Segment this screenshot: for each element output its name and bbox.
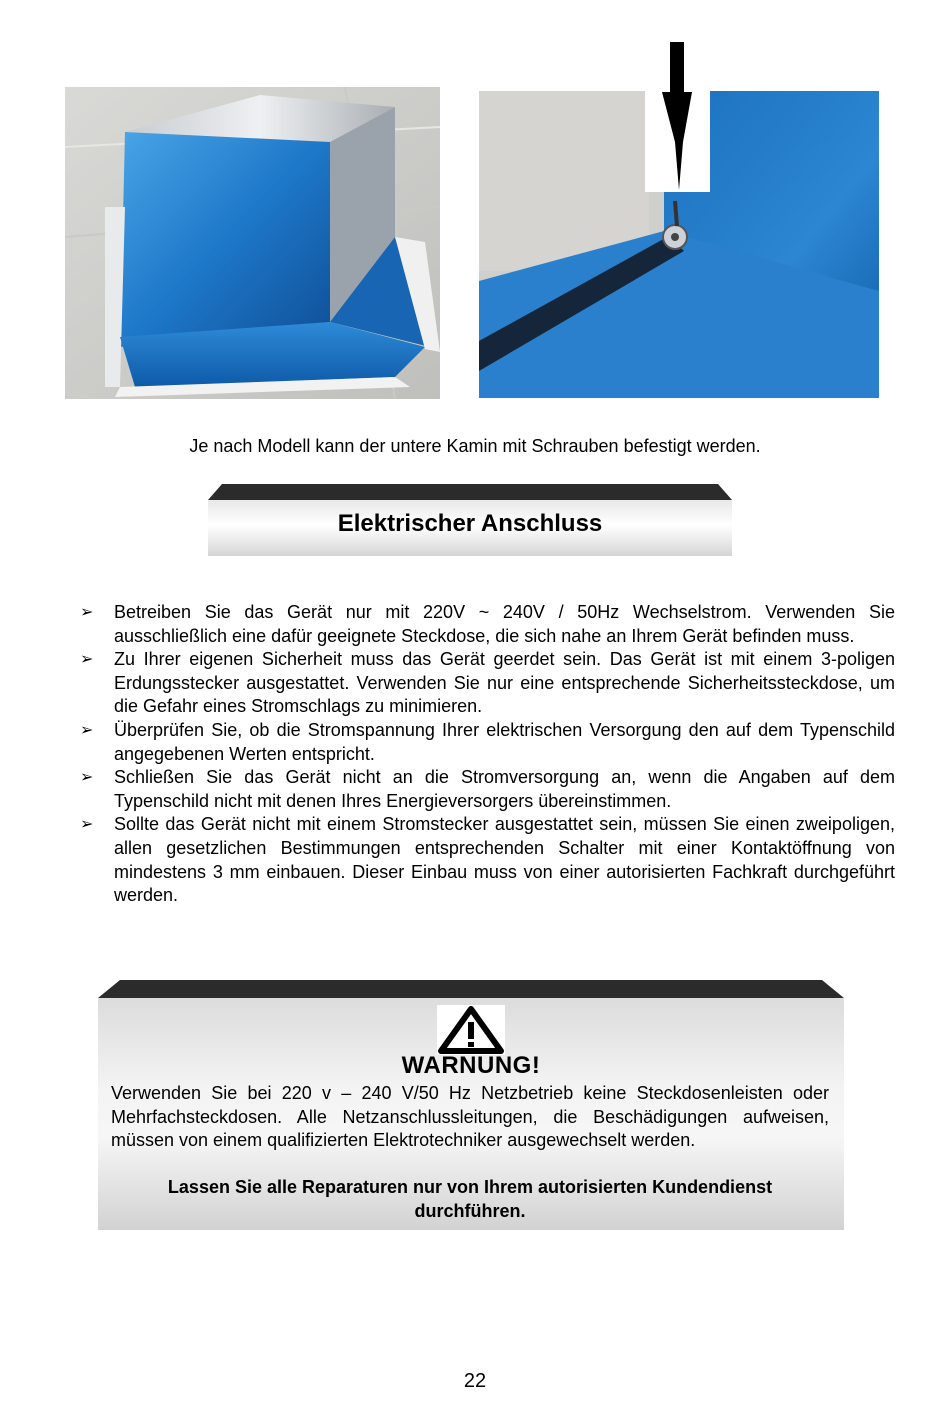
page-number: 22 <box>463 1370 487 1392</box>
hood-photo <box>65 87 440 399</box>
safety-bullet-list <box>80 601 895 908</box>
bullet-arrow-icon: ➢ <box>80 721 94 739</box>
warning-body: Verwenden Sie bei 220 v – 240 V/50 Hz Netzbetrieb keine Steckdosenleisten oder Mehrfachsteckdosen. Alle Netzanschlussleitungen, die Beschädigungen aufweisen, müssen von einem qualifizierten Elektrotechniker ausgewechselt werden. <box>111 1083 829 1151</box>
warning-box <box>98 980 844 1230</box>
warning-triangle-icon <box>437 1005 505 1055</box>
banner-roof <box>208 484 732 500</box>
bullet-arrow-icon: ➢ <box>80 769 94 787</box>
warning-roof <box>98 980 844 998</box>
list-item <box>80 719 895 766</box>
bullet-arrow-icon: ➢ <box>80 816 94 834</box>
bullet-text: Überprüfen Sie, ob die Stromspannung Ihrer elektrischen Versorgung den auf dem Typenschild angegebenen Werten entspricht. <box>114 719 895 764</box>
bullet-text: Schließen Sie das Gerät nicht an die Stromversorgung an, wenn die Angaben auf dem Typenschild nicht mit denen Ihres Energieversorgers übereinstimmen. <box>114 767 895 811</box>
list-item <box>80 648 895 719</box>
list-item <box>80 813 895 907</box>
list-item <box>80 766 895 813</box>
bullet-text: Sollte das Gerät nicht mit einem Stromstecker ausgestattet sein, müssen Sie einen zweipoligen, allen gesetzlichen Bestimmungen entsprechenden Schalter mit einer Kontaktöffnung von mindestens 3 mm einbauen. Dieser Einbau muss von einer autorisierten Fachkraft durchgeführt werden. <box>114 814 895 906</box>
section-title: Elektrischer Anschluss <box>337 510 603 537</box>
image-caption: Je nach Modell kann der untere Kamin mit Schrauben befestigt werden. <box>189 436 761 456</box>
bullet-text: Betreiben Sie das Gerät nur mit 220V ~ 240V / 50Hz Wechselstrom. Verwenden Sie ausschließlich eine dafür geeignete Steckdose, die sich nahe an Ihrem Gerät befinden muss. <box>114 602 895 646</box>
bullet-text: Zu Ihrer eigenen Sicherheit muss das Gerät geerdet sein. Das Gerät ist mit einem 3-poligen Erdungsstecker ausgestattet. Verwenden Sie nur eine entsprechende Sicherheitssteckdose, um die Gefahr eines Stromschlags zu minimieren. <box>114 649 895 717</box>
warning-emphasis: Lassen Sie alle Reparaturen nur von Ihrem autorisierten Kundendienst durchführen. <box>167 1177 773 1221</box>
bullet-arrow-icon: ➢ <box>80 604 94 621</box>
arrow-down-icon <box>645 42 710 192</box>
section-banner <box>208 484 732 556</box>
list-item <box>80 601 895 648</box>
bullet-arrow-icon: ➢ <box>80 651 94 669</box>
warning-title: WARNUNG! <box>401 1052 541 1079</box>
